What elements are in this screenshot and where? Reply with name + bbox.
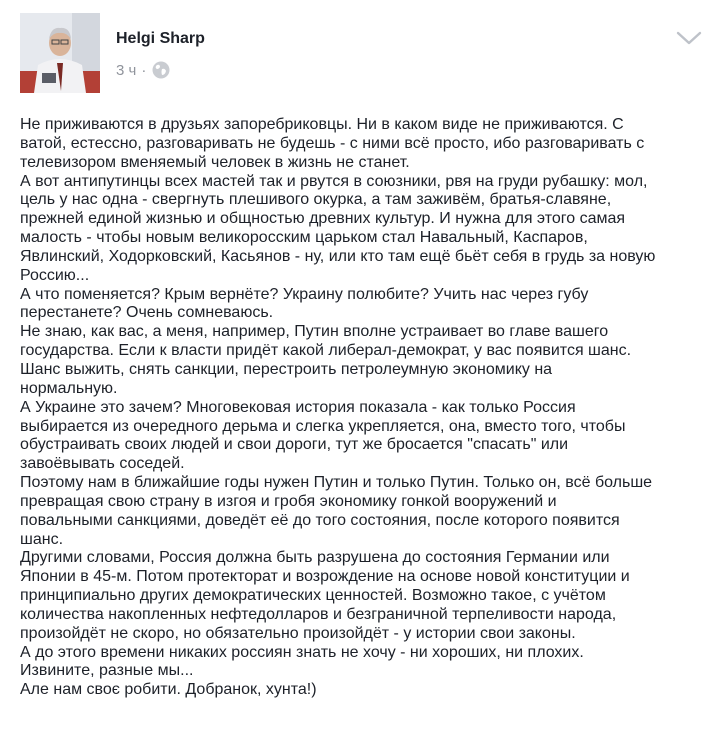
post-paragraph: Другими словами, Россия должна быть разрушена до состояния Германии или Японии в 45-м. Потом протекторат и возрождение на основе новой конституции и принципиально других демократических ценностей. Возможно такое, с учётом количества накопленных нефтедолларов и безграничной терпеливости народа, произойдёт не скоро, но обязательно произойдёт - у истории свои законы. [20,549,630,642]
post-paragraph: А вот антипутинцы всех мастей так и рвутся в союзники, рвя на груди рубашку: мол, цель у нас одна - свергнуть плешивого окурка, а там заживём, братья-славяне, прежней единой жизнью и общностью древних культур. И нужна для этого самая малость - чтобы новым великоросским царьком стал Навальный, Каспаров, Явлинский, Ходорковский, Касьянов - ну, или кто там ещё бьёт себя в грудь за новую Россию... [20,172,656,284]
post-paragraph: Не знаю, как вас, а меня, например, Путин вполне устраивает во главе вашего государства. Если к власти придёт какой либерал-демократ, у вас появится шанс. Шанс выжить, снять санкции, перестроить петролеумную экономику на нормальную. [20,323,632,397]
post-paragraph: А до этого времени никаких россиян знать не хочу - ни хороших, ни плохих. Извините, разные мы... [20,643,584,680]
post-header [0,0,720,100]
post-paragraph: А что поменяется? Крым вернёте? Украину полюбите? Учить нас через губу перестанете? Очень сомневаюсь. [20,285,589,322]
post-time[interactable]: 3 ч [116,61,137,79]
chevron-down-icon[interactable] [676,30,702,46]
avatar-photo [20,13,100,93]
post-meta [116,60,171,80]
post-paragraph: Але нам своє робити. Добранок, хунта!) [20,681,317,699]
post-paragraph: Поэтому нам в ближайшие годы нужен Путин и только Путин. Только он, всё больше превращая свою страну в изгоя и гробя экономику гонкой вооружений и повальными санкциями, доведёт её до того состояния, после которого появится шанс. [20,474,653,548]
author-name[interactable]: Helgi Sharp [116,30,205,47]
globe-icon[interactable] [151,60,171,80]
post-text [20,116,710,700]
meta-separator: · [141,61,147,79]
post-paragraph: Не приживаются в друзьях запоребриковцы. Ни в каком виде не приживаются. С ватой, естесcно, разговаривать не будешь - с ними всё просто, ибо разговаривать с телевизором вменяемый человек в жизнь не станет. [20,116,645,171]
post-paragraph: А Украине это зачем? Многовековая история показала - как только Россия выбирается из очередного дерьма и слегка укрепляется, она, вместо того, чтобы обустраивать своих людей и свои дороги, тут же бросается "спасать" или завоёвывать соседей. [20,398,626,473]
avatar[interactable] [20,13,100,93]
